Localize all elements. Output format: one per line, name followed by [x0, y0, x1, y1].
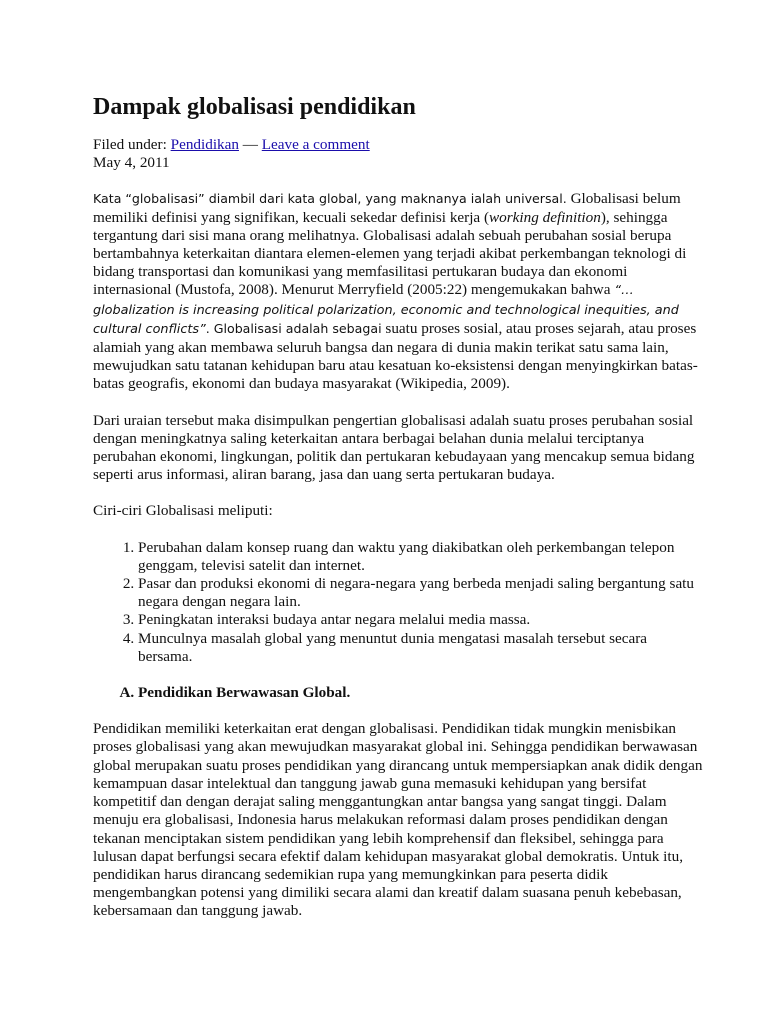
paragraph-global-education: Pendidikan memiliki keterkaitan erat dengan globalisasi. Pendidikan tidak mungkin menisbikan proses globalisasi yang akan mewujudkan masyarakat global ini. Sehingga pendidikan berwawasan global merupakan suatu proses pendidikan yang dirancang untuk mempersiapkan anak didik dengan kemampuan dasar intelektual dan tanggung jawab guna memasuki kehidupan yang bersifat kompetitif dan dengan derajat saling menggantungkan antar bangsa yang sangat tinggi. Dalam menuju era globalisasi, Indonesia harus melakukan reformasi dalam proses pendidikan dengan tekanan menciptakan sistem pendidikan yang lebih komprehensif dan fleksibel, sehingga para lulusan dapat berfungsi secara efektif dalam kehidupan masyarakat global demokratis. Untuk itu, pendidikan harus dirancang sedemikian rupa yang memungkinkan para peserta didik mengembangkan potensi yang dimiliki secara alami dan kreatif dalam suasana penuh kebebasan, kebersamaan dan tanggung jawab. — [93, 720, 703, 920]
intro-sentence-3: ), sehingga tergantung dari sisi mana orang melihatnya. Globalisasi adalah sebuah perubahan sosial berupa bertambahnya keterkaitan diantara elemen-elemen yang terjadi akibat perkembangan teknologi di bidang transportasi dan komunikasi yang memfasilitasi pertukaran budaya dan ekonomi internasional (Mustofa, 2008). Menurut Merryfield (2005:22) mengemukakan bahwa — [93, 208, 687, 299]
article — [93, 92, 705, 921]
filed-under-label: Filed under: — [93, 136, 167, 153]
category-link[interactable]: Pendidikan — [170, 136, 239, 153]
list-item: 4. Munculnya masalah global yang menuntut dunia mengatasi masalah tersebut secara bersama. — [138, 630, 705, 666]
paragraph-intro — [93, 190, 705, 393]
intro-sentence-4: . Globalisasi adalah sebagai — [205, 320, 382, 336]
article-meta — [93, 136, 705, 172]
intro-sentence-1: Kata “globalisasi” diambil dari kata global, yang maknanya ialah universal. — [93, 191, 567, 207]
intro-sentence-5: suatu proses sosial, atau proses sejarah, atau proses alamiah yang akan membawa seluruh bangsa dan negara di dunia makin terikat satu sama lain, mewujudkan satu tatanan kehidupan baru atau kesatuan ko-eksistensi dengan menyingkirkan batas-batas geografis, ekonomi dan budaya masyarakat (Wikipedia, 2009). — [93, 319, 698, 393]
article-date: May 4, 2011 — [93, 154, 170, 172]
intro-quote: “… globalization is increasing political polarization, economic and technological inequities, and cultural conflicts” — [93, 283, 679, 337]
section-heading-a: A. Pendidikan Berwawasan Global. — [138, 684, 705, 702]
list-item: 2. Pasar dan produksi ekonomi di negara-negara yang berbeda menjadi saling bergantung satu negara dengan negara lain. — [138, 575, 705, 611]
article-title: Dampak globalisasi pendidikan — [93, 94, 416, 120]
paragraph-conclusion: Dari uraian tersebut maka disimpulkan pengertian globalisasi adalah suatu proses perubahan sosial dengan meningkatnya saling keterkaitan antara berbagai belahan dunia melalui terciptanya perubahan ekonomi, lingkungan, politik dan pertukaran kebudayaan yang mencakup semua bidang seperti arus informasi, aliran barang, jasa dan uang serta pertukaran budaya. — [93, 411, 695, 484]
list-item: 1. Perubahan dalam konsep ruang dan waktu yang diakibatkan oleh perkembangan telepon genggam, televisi satelit dan internet. — [138, 539, 705, 575]
intro-sentence-2: Globalisasi belum memiliki definisi yang signifikan, kecuali sekedar definisi kerja ( — [93, 190, 681, 226]
intro-italic-term: working definition — [489, 208, 601, 226]
characteristics-list — [93, 539, 705, 666]
meta-separator: — — [242, 136, 258, 153]
list-item: 3. Peningkatan interaksi budaya antar negara melalui media massa. — [138, 611, 705, 629]
paragraph-characteristics-intro: Ciri-ciri Globalisasi meliputi: — [93, 502, 273, 520]
section-list — [93, 684, 705, 702]
leave-comment-link[interactable]: Leave a comment — [261, 136, 370, 153]
